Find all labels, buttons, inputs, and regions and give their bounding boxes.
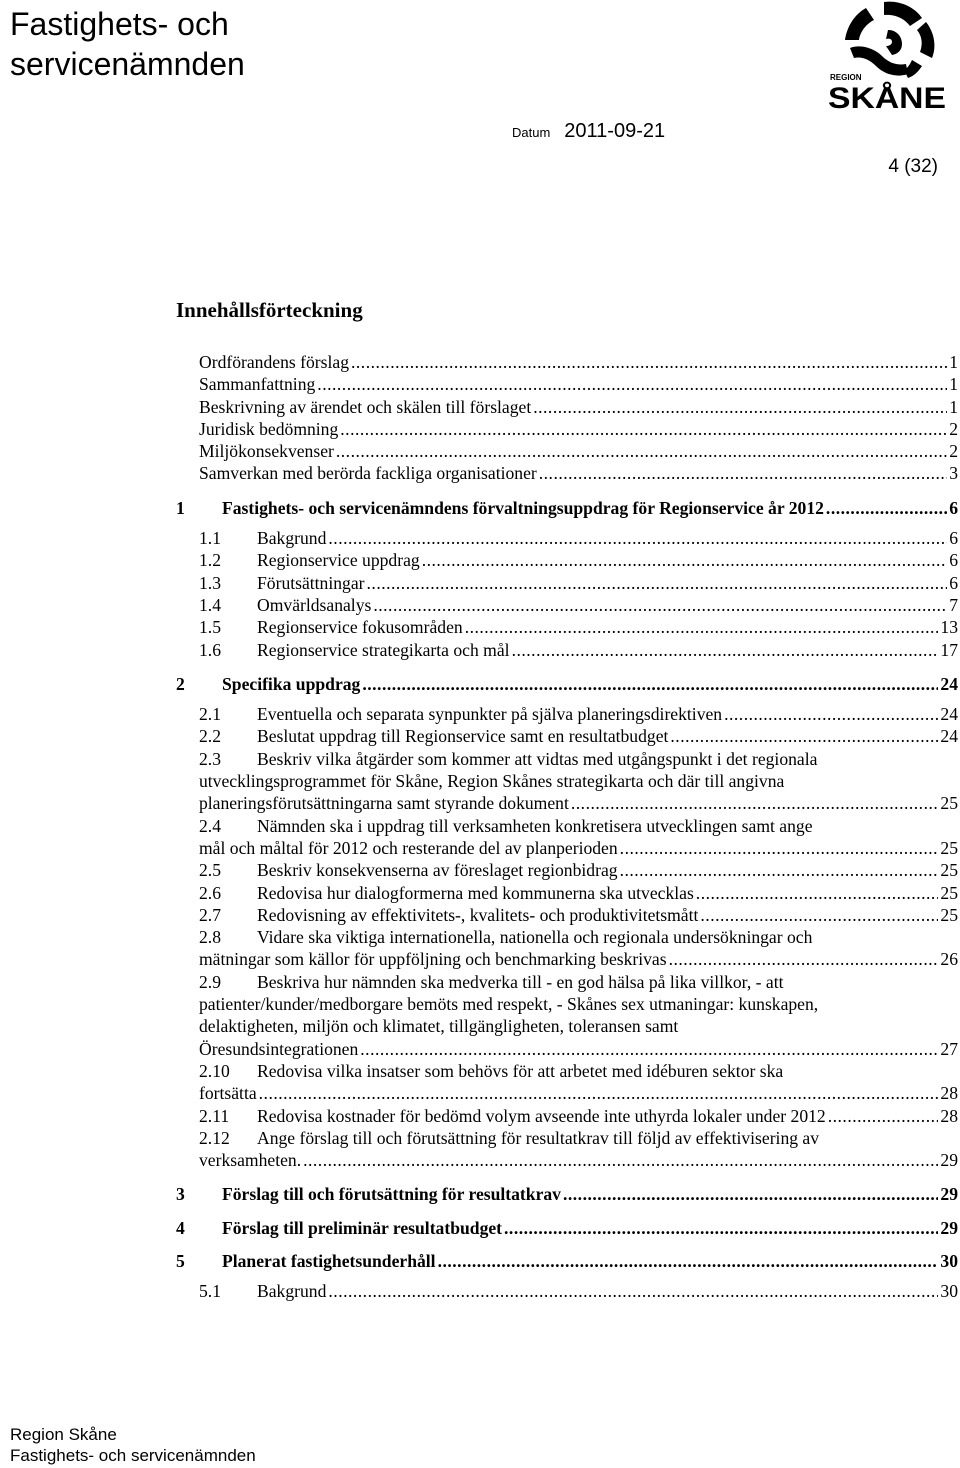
toc-subentry-page: 6 bbox=[949, 572, 958, 593]
toc-subentry-page: 28 bbox=[940, 1083, 958, 1104]
toc-leader-dots bbox=[317, 373, 947, 395]
toc-subentry-title-end: Öresundsintegrationen bbox=[199, 1038, 359, 1059]
toc-subentry-page: 25 bbox=[940, 882, 958, 903]
toc-section-1[interactable]: 1 Fastighets- och servicenämndens förvaltningsuppdrag för Regionservice år 2012 ..... 6 bbox=[176, 497, 958, 519]
toc-subentry-title: Regionservice fokusområden bbox=[257, 617, 463, 638]
toc-subentry[interactable] bbox=[176, 1105, 958, 1127]
toc-leader-dots bbox=[328, 1280, 938, 1302]
toc-leader-dots bbox=[620, 837, 939, 859]
toc-subentry-page: 25 bbox=[940, 860, 958, 881]
organization-title: Fastighets- och servicenämnden bbox=[10, 6, 245, 82]
toc-subentry-number: 2.1 bbox=[199, 704, 221, 725]
toc-subentry-number: 2.4 bbox=[199, 815, 221, 836]
logo-region-text: REGION bbox=[830, 73, 862, 82]
toc-subentry-page: 24 bbox=[940, 704, 958, 725]
toc-leader-dots bbox=[539, 462, 947, 484]
toc-subentry-number: 1.1 bbox=[199, 528, 221, 549]
toc-subentry-page: 6 bbox=[949, 550, 958, 571]
toc-subentry[interactable] bbox=[176, 616, 958, 638]
toc-subentry-number: 2.3 bbox=[199, 748, 221, 769]
toc-subentry-title: Regionservice uppdrag bbox=[257, 550, 420, 571]
toc-leader-dots bbox=[336, 440, 947, 462]
toc-leader-dots bbox=[700, 904, 938, 926]
toc-subentry-continuation: patienter/kunder/medborgare bemöts med respekt, - Skånes sex utmaningar: kunskapen, bbox=[199, 994, 819, 1015]
date-label: Datum bbox=[512, 125, 551, 140]
toc-subentry-page: 13 bbox=[940, 617, 958, 638]
toc-entry-page: 3 bbox=[949, 463, 958, 484]
toc-entry-title: Ordförandens förslag bbox=[199, 352, 349, 372]
toc-subentry-title: Beskriv vilka åtgärder som kommer att vidtas med utgångspunkt i det regionala bbox=[257, 748, 818, 769]
toc-subentry-title: Nämnden ska i uppdrag till verksamheten konkretisera utvecklingen samt ange bbox=[257, 815, 813, 836]
toc-leader-dots bbox=[670, 725, 938, 747]
toc-subentry-title: Beslutat uppdrag till Regionservice samt en resultatbudget bbox=[257, 726, 669, 747]
toc-subentry-title: Regionservice strategikarta och mål bbox=[257, 639, 510, 660]
toc-subentry-number: 2.10 bbox=[199, 1060, 230, 1081]
toc-entry[interactable] bbox=[176, 462, 958, 484]
toc-leader-dots bbox=[373, 594, 947, 616]
toc-entry-page: 2 bbox=[949, 441, 958, 462]
toc-subentry-page: 25 bbox=[940, 904, 958, 925]
toc-subentry-number: 2.2 bbox=[199, 726, 221, 747]
toc-subentry-page: 27 bbox=[940, 1038, 958, 1059]
toc-subentry-page: 25 bbox=[940, 793, 958, 814]
toc-subentry-number: 1.2 bbox=[199, 550, 221, 571]
toc-entry[interactable] bbox=[176, 418, 958, 440]
toc-subentry-title: Ange förslag till och förutsättning för resultatkrav till följd av effektivisering av bbox=[257, 1127, 820, 1148]
toc-leader-dots bbox=[360, 1038, 938, 1060]
toc-subentry-title: Beskriv konsekvenserna av föreslaget regionbidrag bbox=[257, 860, 618, 881]
toc-subentry[interactable] bbox=[176, 904, 958, 926]
toc-subentry-number: 2.7 bbox=[199, 904, 221, 925]
toc-subentry[interactable] bbox=[176, 926, 958, 971]
toc-subentry[interactable] bbox=[176, 639, 958, 661]
toc-subentry-title: Redovisning av effektivitets-, kvalitets- och produktivitetsmått bbox=[257, 904, 699, 925]
toc-subentry-number: 2.6 bbox=[199, 882, 221, 903]
toc-leader-dots bbox=[724, 703, 938, 725]
toc-subentry[interactable] bbox=[176, 859, 958, 881]
toc-leader-dots bbox=[696, 882, 939, 904]
toc-subentry-title-end: verksamheten. bbox=[199, 1150, 302, 1171]
toc-leader-dots bbox=[620, 859, 939, 881]
document-date bbox=[512, 120, 665, 143]
toc-intro-list bbox=[176, 351, 958, 485]
toc-subentry[interactable] bbox=[176, 549, 958, 571]
toc-leader-dots bbox=[828, 1105, 939, 1127]
toc-subentry-number: 2.8 bbox=[199, 927, 221, 948]
table-of-contents bbox=[176, 351, 958, 1303]
toc-subentry-title-end: planeringsförutsättningarna samt styrande dokument bbox=[199, 793, 569, 814]
toc-subentry[interactable] bbox=[176, 1060, 958, 1105]
toc-leader-dots bbox=[259, 1082, 939, 1104]
toc-subentry-title: Bakgrund bbox=[257, 528, 327, 549]
toc-subentry-page: 28 bbox=[940, 1105, 958, 1126]
toc-subentry-number: 1.6 bbox=[199, 639, 221, 660]
toc-subentry-page: 6 bbox=[949, 528, 958, 549]
toc-entry[interactable] bbox=[176, 396, 958, 418]
toc-section-5[interactable]: 5 Planerat fastighetsunderhåll ..... 30 bbox=[176, 1250, 958, 1272]
toc-section-5-items bbox=[176, 1280, 958, 1302]
toc-subentry-page: 24 bbox=[940, 726, 958, 747]
footer-line-1: Region Skåne bbox=[10, 1425, 117, 1444]
toc-leader-dots bbox=[533, 396, 947, 418]
toc-subentry-title: Bakgrund bbox=[257, 1281, 327, 1302]
toc-subentry-number: 1.5 bbox=[199, 617, 221, 638]
toc-entry-title: Sammanfattning bbox=[199, 374, 316, 395]
toc-heading: Innehållsförteckning bbox=[176, 298, 363, 322]
toc-entry-page: 1 bbox=[949, 396, 958, 417]
toc-subentry-number: 1.4 bbox=[199, 594, 221, 615]
toc-entry-title: Juridisk bedömning bbox=[199, 418, 339, 439]
toc-section-2-items bbox=[176, 703, 958, 1171]
toc-subentry-title: Förutsättningar bbox=[257, 572, 365, 593]
toc-leader-dots bbox=[340, 418, 947, 440]
toc-leader-dots bbox=[669, 948, 939, 970]
toc-leader-dots bbox=[571, 792, 939, 814]
toc-subentry[interactable] bbox=[176, 703, 958, 725]
toc-subentry-number: 2.11 bbox=[199, 1105, 230, 1126]
toc-entry-title: Beskrivning av ärendet och skälen till förslaget bbox=[199, 396, 532, 417]
toc-subentry-title-end: mål och måltal för 2012 och resterande del av planperioden bbox=[199, 837, 618, 858]
toc-subentry-page: 26 bbox=[940, 949, 958, 970]
toc-subentry-title: Beskriva hur nämnden ska medverka till - en god hälsa på lika villkor, - att bbox=[257, 971, 784, 992]
toc-subentry[interactable] bbox=[176, 748, 958, 815]
toc-subentry[interactable] bbox=[176, 1280, 958, 1302]
toc-subentry-title: Omvärldsanalys bbox=[257, 594, 372, 615]
toc-entry[interactable] bbox=[176, 351, 958, 373]
toc-subentry-title: Vidare ska viktiga internationella, nationella och regionala undersökningar och bbox=[257, 927, 813, 948]
toc-entry-page: 1 bbox=[949, 374, 958, 395]
toc-subentry-number: 5.1 bbox=[199, 1281, 221, 1302]
toc-leader-dots bbox=[512, 639, 939, 661]
toc-subentry-page: 30 bbox=[940, 1281, 958, 1302]
toc-subentry-page: 25 bbox=[940, 837, 958, 858]
toc-leader-dots bbox=[465, 616, 939, 638]
toc-section-4[interactable]: 4 Förslag till preliminär resultatbudget ..... 29 bbox=[176, 1217, 958, 1239]
toc-section-2[interactable]: 2 Specifika uppdrag ..... 24 bbox=[176, 673, 958, 695]
toc-subentry-title-end: mätningar som källor för uppföljning och benchmarking beskrivas bbox=[199, 949, 667, 970]
toc-leader-dots bbox=[422, 549, 948, 571]
toc-subentry[interactable] bbox=[176, 572, 958, 594]
toc-subentry-page: 17 bbox=[940, 639, 958, 660]
toc-subentry-title: Redovisa hur dialogformerna med kommunerna ska utvecklas bbox=[257, 882, 694, 903]
toc-subentry-title-end: fortsätta bbox=[199, 1083, 257, 1104]
toc-subentry-page: 29 bbox=[940, 1150, 958, 1171]
toc-section-1-items bbox=[176, 527, 958, 661]
toc-subentry-title: Redovisa kostnader för bedömd volym avseende inte uthyrda lokaler under 2012 bbox=[257, 1105, 826, 1126]
toc-section-3[interactable]: 3 Förslag till och förutsättning för resultatkrav ..... 29 bbox=[176, 1183, 958, 1205]
toc-subentry-continuation: delaktigheten, miljön och klimatet, tillgängligheten, toleransen samt bbox=[199, 1016, 679, 1037]
toc-subentry-title: Redovisa vilka insatser som behövs för att arbetet med idéburen sektor ska bbox=[257, 1060, 784, 1081]
toc-subentry-page: 7 bbox=[949, 594, 958, 615]
toc-entry[interactable] bbox=[176, 440, 958, 462]
toc-subentry[interactable] bbox=[176, 725, 958, 747]
toc-subentry[interactable] bbox=[176, 1127, 958, 1172]
footer bbox=[10, 1424, 256, 1466]
footer-line-2: Fastighets- och servicenämnden bbox=[10, 1446, 256, 1465]
toc-leader-dots bbox=[367, 572, 948, 594]
page-number: 4 (32) bbox=[888, 156, 938, 177]
toc-subentry-number: 1.3 bbox=[199, 572, 221, 593]
toc-subentry[interactable] bbox=[176, 971, 958, 1060]
toc-entry[interactable] bbox=[176, 373, 958, 395]
toc-subentry-number: 2.12 bbox=[199, 1127, 230, 1148]
toc-entry-title: Miljökonsekvenser bbox=[199, 441, 334, 462]
logo-name-text: SKÅNE bbox=[828, 82, 946, 112]
toc-subentry[interactable] bbox=[176, 594, 958, 616]
toc-subentry-number: 2.5 bbox=[199, 860, 221, 881]
toc-entry-title: Samverkan med berörda fackliga organisationer bbox=[199, 463, 537, 484]
toc-entry-page: 2 bbox=[949, 418, 958, 439]
toc-leader-dots bbox=[328, 527, 947, 549]
region-skane-logo bbox=[826, 0, 948, 112]
toc-subentry[interactable] bbox=[176, 882, 958, 904]
toc-subentry[interactable] bbox=[176, 815, 958, 860]
toc-entry-page: 1 bbox=[949, 352, 958, 372]
toc-subentry-continuation: utvecklingsprogrammet för Skåne, Region Skånes strategikarta och där till angivna bbox=[199, 771, 785, 792]
toc-subentry-title: Eventuella och separata synpunkter på själva planeringsdirektiven bbox=[257, 704, 723, 725]
date-value: 2011-09-21 bbox=[564, 120, 666, 142]
toc-subentry-number: 2.9 bbox=[199, 971, 221, 992]
toc-subentry[interactable] bbox=[176, 527, 958, 549]
toc-leader-dots bbox=[351, 351, 947, 373]
toc-leader-dots bbox=[303, 1149, 938, 1171]
